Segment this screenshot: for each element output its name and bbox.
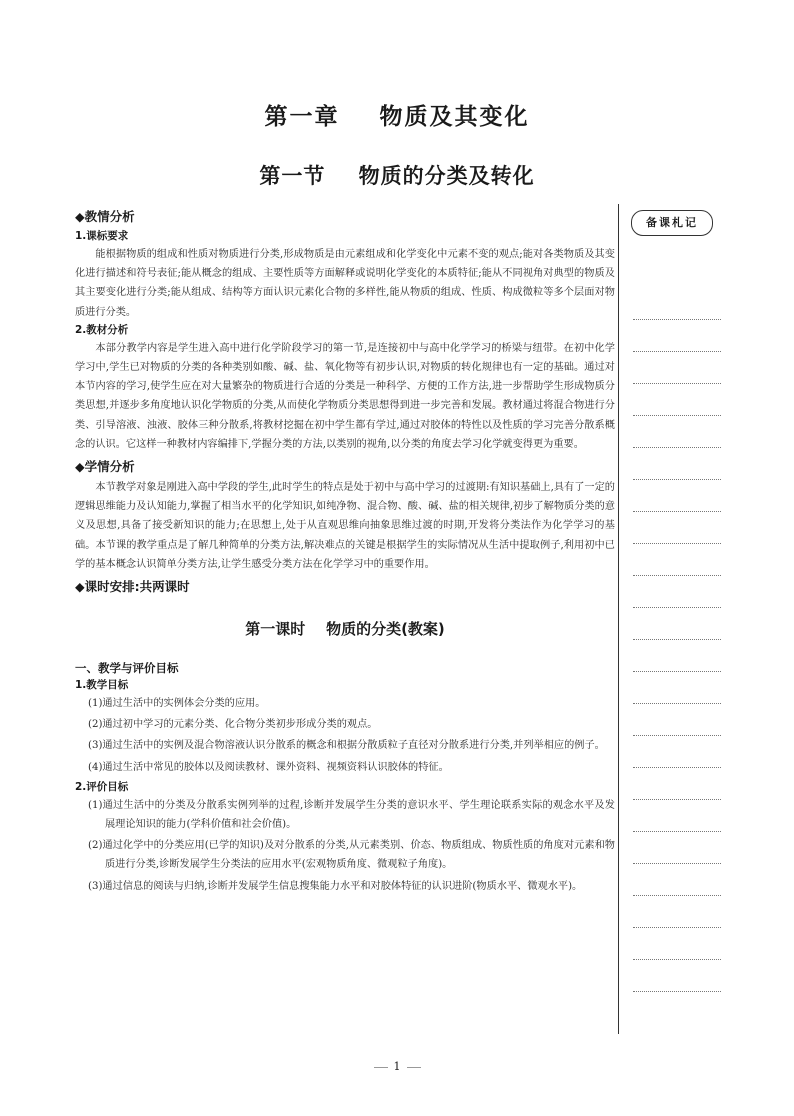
note-line <box>633 479 721 480</box>
note-line <box>633 799 721 800</box>
note-line <box>633 383 721 384</box>
teaching-goal-item: (2)通过初中学习的元素分类、化合物分类初步形成分类的观点。 <box>88 719 378 731</box>
evaluation-goal-item: (1)通过生活中的分类及分散系实例列举的过程,诊断并发展学生分类的意识水平、学生理论联系实际的观念水平及发展理论知识的能力(学科价值和社会价值)。 <box>88 799 615 831</box>
student-analysis-heading: ◆学情分析 <box>75 459 135 475</box>
material-analysis-text: 本部分教学内容是学生进入高中进行化学阶段学习的第一节,是连接初中与高中化学学习的桥梁与纽带。在初中化学学习中,学生已对物质的分类的各种类别如酸、碱、盐、氧化物等有初步认识,对物质的转化规律也有一定的基础。通过对本节内容的学习,使学生应在对大量繁杂的物质进行合适的分类是一种科学、方便的工作方法,进一步帮助学生形成物质分类思想,并逐步多角度地认识化学物质的分类,从而使化学物质分类思想得到进一步完善和发展。教材通过将混合物进行分类、引导溶液、浊液、胶体三种分散系,将教材挖掘在初中学生都有学过,通过对胶体的特性以及性质的学习完善分散系概念的认识。它这样一种教材内容编排下,学握分类的方法,以类别的视角,以分类的角度去学习化学就变得更为重要。 <box>75 342 615 450</box>
note-line <box>633 415 721 416</box>
note-line <box>633 543 721 544</box>
page-number <box>0 1060 794 1073</box>
notes-badge: 备课札记 <box>631 210 713 236</box>
note-line <box>633 831 721 832</box>
section-title: 第一节 物质的分类及转化 <box>259 163 535 188</box>
note-line <box>633 767 721 768</box>
note-line <box>633 447 721 448</box>
note-line <box>633 863 721 864</box>
main-content <box>75 204 615 898</box>
evaluation-goal-item: (3)通过信息的阅读与归纳,诊断并发展学生信息搜集能力水平和对胶体特征的认识进阶(物质水平、微观水平)。 <box>88 880 583 892</box>
evaluation-goals-heading: 2.评价目标 <box>75 780 129 793</box>
note-line <box>633 895 721 896</box>
teaching-goal-item: (4)通过生活中常见的胶体以及阅读教材、课外资料、视频资料认识胶体的特征。 <box>88 761 449 773</box>
note-line <box>633 575 721 576</box>
curriculum-requirements-text: 能根据物质的组成和性质对物质进行分类,形成物质是由元素组成和化学变化中元素不变的观点;能对各类物质及其变化进行描述和符号表征;能从概念的组成、主要性质等方面解释或说明化学变化的本质特征;能从不同视角对典型的物质及其主要变化进行分类;能从组成、结构等方面认识元素化合物的多样性,能从物质的组成、性质、构成微粒等多个层面对物质进行分类。 <box>75 249 615 318</box>
curriculum-requirements-heading: 1.课标要求 <box>75 230 129 242</box>
note-line <box>633 959 721 960</box>
teaching-goals-heading: 1.教学目标 <box>75 679 129 692</box>
student-analysis-text: 本节教学对象是刚进入高中学段的学生,此时学生的特点是处于初中与高中学习的过渡期:有知识基础上,具有了一定的逻辑思维能力及认知能力,掌握了相当水平的化学知识,如纯净物、混合物、酸、碱、盐的相关规律,初步了解物质分类的意义及思想,具备了接受新知识的能力;在思想上,处于从直观思维向抽象思维过渡的时期,开发将分类法作为化学学习的基础。本节课的教学重点是了解几种简单的分类方法,解决难点的关键是根据学生的实际情况从生活中提取例子,利用初中已学的基本概念认识简单分类方法,让学生感受分类方法在化学学习中的重要作用。 <box>75 482 615 570</box>
note-line <box>633 735 721 736</box>
note-line <box>633 351 721 352</box>
note-line <box>633 319 721 320</box>
note-line <box>633 639 721 640</box>
evaluation-goal-item: (2)通过化学中的分类应用(已学的知识)及对分散系的分类,从元素类别、价态、物质组成、物质性质的角度对元素和物质进行分类,诊断发展学生分类法的应用水平(宏观物质角度、微观粒子角度)。 <box>88 840 615 871</box>
note-line <box>633 703 721 704</box>
note-line <box>633 511 721 512</box>
chapter-title: 第一章 物质及其变化 <box>264 103 530 130</box>
page-number-dash-right <box>407 1067 421 1068</box>
lesson-title: 第一课时 物质的分类(教案) <box>245 620 445 639</box>
note-line <box>633 927 721 928</box>
note-line <box>633 991 721 992</box>
note-line <box>633 607 721 608</box>
schedule-heading: ◆课时安排:共两课时 <box>75 579 190 595</box>
teaching-goal-item: (3)通过生活中的实例及混合物溶液认识分散系的概念和根据分散质粒子直径对分散系进行分类,并列举相应的例子。 <box>88 740 605 752</box>
page-number-dash-left <box>374 1067 388 1068</box>
objectives-heading: 一、教学与评价目标 <box>75 661 179 676</box>
page-number-value: 1 <box>393 1060 401 1073</box>
note-line <box>633 671 721 672</box>
notes-column <box>618 204 723 1034</box>
teaching-goal-item: (1)通过生活中的实例体会分类的应用。 <box>88 698 266 710</box>
teaching-analysis-heading: ◆教情分析 <box>75 209 135 224</box>
material-analysis-heading: 2.教材分析 <box>75 323 129 336</box>
